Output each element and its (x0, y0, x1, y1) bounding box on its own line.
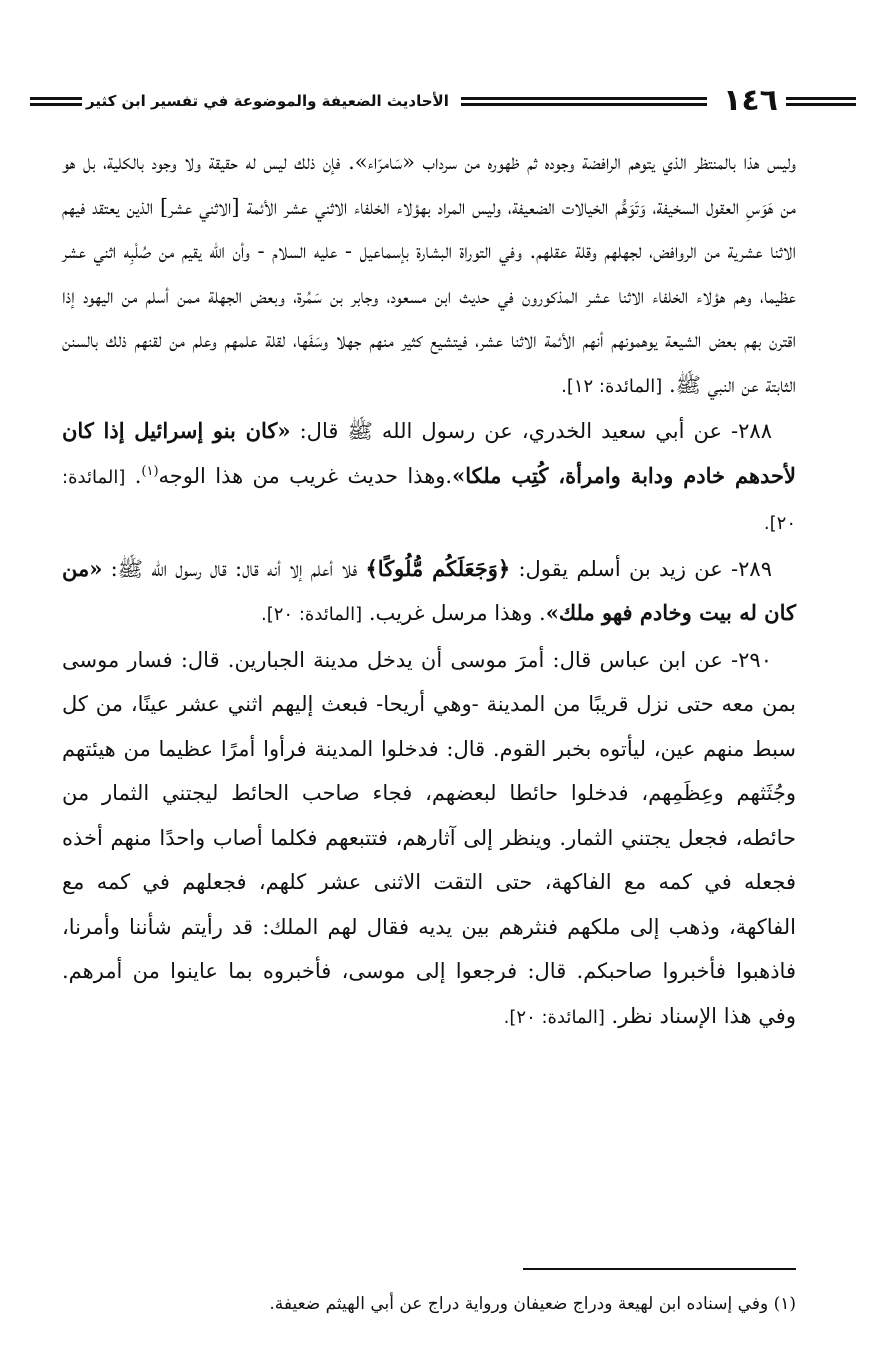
running-header (30, 83, 856, 118)
header-rule-left (30, 97, 82, 106)
hadith-paragraph-289 (62, 547, 796, 638)
text-segment: . (125, 463, 142, 488)
text-segment: فلا أعلم إلا أنه قال: قال رسول الله ﷺ: (102, 556, 366, 581)
text-segment: ٢٨٩- عن زيد بن أسلم يقول: (510, 556, 772, 581)
footnote-divider (523, 1268, 796, 1270)
text-segment: ٢٨٨- عن أبي سعيد الخدري، عن رسول الله ﷺ قال: (290, 419, 772, 443)
text-segment: ٢٩٠- عن ابن عباس قال: أمرَ موسى أن يدخل مدينة الجبارين. قال: فسار موسى بمن معه حتى نزل قريبًا من المدينة -وهي أريحا- فبعث إليهم اثني عشر عينًا، من كل سبط منهم عين، ليأتوه بخبر القوم. قال: فدخلوا المدينة فرأوا أمرًا عظيما من هيئتهم وجُثَثهم وعِظَمِهم، فدخلوا حائطا لبعضهم، فجاء صاحب الحائط ليجتني الثمار من حائطه، فجعل يجتني الثمار. وينظر إلى آثارهم، فتتبعهم فكلما أصاب واحدًا منهم أخذه فجعله في كمه مع الفاكهة، حتى التقت الاثنى عشر كلهم، فجعلهم في كمه مع الفاكهة، وذهب إلى ملكهم فنثرهم بين يديه فقال لهم الملك: قد رأيتم شأننا وأمرنا، فاذهبوا فأخبروا صاحبكم. قال: فرجعوا إلى موسى، فأخبروه بما عاينوا من أمرهم. وفي هذا الإسناد نظر. (62, 647, 796, 1028)
header-rule-right (786, 97, 856, 106)
hadith-paragraph-290 (62, 638, 796, 1041)
main-text (62, 140, 796, 1040)
surah-reference: [المائدة: ٢٠]. (261, 604, 363, 625)
page-number: ١٤٦ (723, 83, 778, 118)
text-segment: وليس هذا بالمنتظر الذي يتوهم الرافضة وجوده ثم ظهوره من سرداب «سَامرّاء». فإن ذلك ليس له حقيقة ولا وجود بالكلية، بل هو من هَوَسِ العقول السخيفة، وَتَوَهُّم الخيالات الضعيفة، وليس المراد بهؤلاء الخلفاء الاثني عشر الأئمة [الاثني عشر] الذين يعتقد فيهم الاثنا عشرية من الروافض، لجهلهم وقلة عقلهم. وفي التوراة البشارة بإسماعيل - عليه السلام - وأن الله يقيم من صُلْبِه اثني عشر عظيما، وهم هؤلاء الخلفاء الاثنا عشر المذكورون في حديث ابن مسعود، وجابر بن سَمُرة، وبعض الجهلة ممن أسلم من اليهود إذا اقترن بهم بعض الشيعة يوهمونهم أنهم الأئمة الاثنا عشر، فيتشيع كثير منهم جهلا وسَفَها، لقلة علمهم وعلم من لقنهم ذلك بالسنن الثابتة عن النبي ﷺ. (62, 150, 797, 397)
quran-quote: ﴿وَجَعَلَكُم مُّلُوكًا﴾ (365, 555, 511, 581)
hadith-paragraph-288 (62, 409, 796, 547)
surah-reference: [المائدة: ١٢]. (561, 375, 663, 397)
surah-reference: [المائدة: ٢٠]. (503, 1006, 605, 1028)
text-segment: .وهذا حديث غريب من هذا الوجه (158, 463, 453, 488)
hadith-text: «من كان له بيت وخادم فهو ملك» (62, 555, 796, 625)
footnote: (١) وفي إسناده ابن لهيعة ودراج ضعيفان ورواية دراج عن أبي الهيثم ضعيفة. (269, 1294, 796, 1314)
surah-reference: [المائدة: ٢٠]. (62, 466, 796, 534)
footnote-marker: (١) (141, 463, 159, 479)
paragraph (62, 140, 796, 409)
header-rule-middle (461, 97, 707, 106)
text-segment: . وهذا مرسل غريب. (362, 601, 546, 625)
hadith-text: «كان بنو إسرائيل إذا كان لأحدهم خادم ودابة وامرأة، كُتِب ملكا» (62, 418, 796, 488)
running-title: الأحاديث الضعيفة والموضوعة في تفسير ابن كثير (86, 92, 449, 110)
